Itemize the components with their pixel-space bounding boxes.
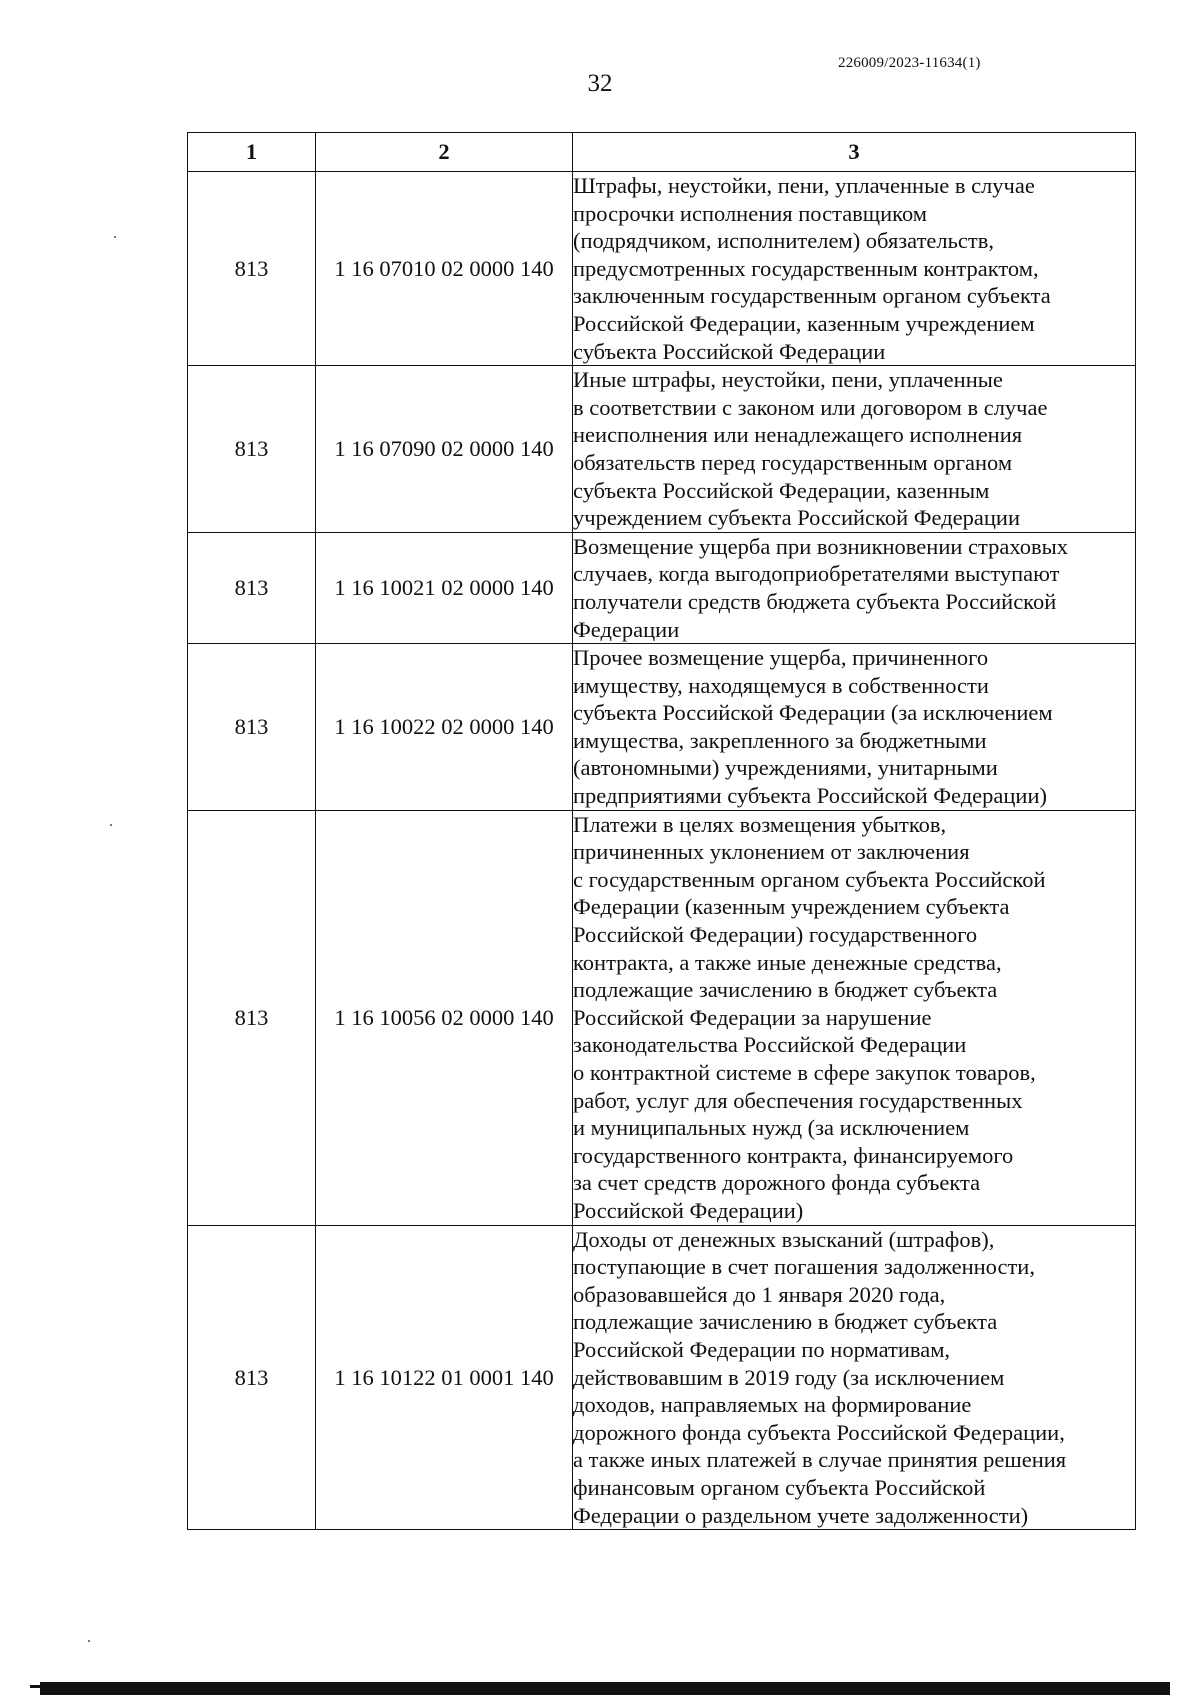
description-line: с государственным органом субъекта Российской (573, 866, 1046, 892)
budget-classification-code-cell: 1 16 10022 02 0000 140 (316, 644, 573, 811)
budget-classification-code-cell: 1 16 07010 02 0000 140 (316, 172, 573, 366)
description-line: просрочки исполнения поставщиком (573, 200, 928, 226)
description-line: законодательства Российской Федерации (573, 1032, 967, 1058)
revenue-description-cell (573, 172, 1136, 366)
column-header-3: 3 (573, 133, 1136, 172)
description-line: а также иных платежей в случае принятия решения (573, 1447, 1067, 1473)
description-line: действовавшим в 2019 году (за исключением (573, 1364, 1005, 1390)
description-line: Российской Федерации) (573, 1197, 804, 1223)
description-line: государственного контракта, финансируемого (573, 1142, 1014, 1168)
table-row (188, 366, 1136, 533)
page-number: 32 (587, 70, 613, 97)
description-line: в соответствии с законом или договором в случае (573, 394, 1048, 420)
scan-speck (88, 1640, 90, 1642)
scan-speck (110, 824, 112, 826)
description-line: поступающие в счет погашения задолженности, (573, 1254, 1035, 1280)
scan-bottom-edge (40, 1682, 1170, 1695)
table-row (188, 644, 1136, 811)
description-line: Федерации (казенным учреждением субъекта (573, 894, 1010, 920)
description-line: Федерации (573, 616, 680, 642)
budget-classification-code-cell: 1 16 10122 01 0001 140 (316, 1225, 573, 1530)
description-line: Штрафы, неустойки, пени, уплаченные в случае (573, 173, 1035, 198)
budget-classification-code-cell: 1 16 10056 02 0000 140 (316, 810, 573, 1225)
description-line: Российской Федерации) государственного (573, 922, 978, 948)
description-line: имущества, закрепленного за бюджетными (573, 727, 987, 753)
table-header (188, 133, 1136, 172)
description-line: неисполнения или ненадлежащего исполнения (573, 422, 1023, 448)
revenue-description-cell (573, 366, 1136, 533)
table-row (188, 1225, 1136, 1530)
description-line: дорожного фонда субъекта Российской Федерации, (573, 1419, 1065, 1445)
budget-classification-code-cell: 1 16 07090 02 0000 140 (316, 366, 573, 533)
description-line: Прочее возмещение ущерба, причиненного (573, 645, 989, 671)
description-line: образовавшейся до 1 января 2020 года, (573, 1281, 946, 1307)
header-row (188, 133, 1136, 172)
scan-speck (114, 236, 116, 238)
description-line: субъекта Российской Федерации (573, 338, 886, 364)
revenue-description-cell (573, 810, 1136, 1225)
budget-classification-code-cell: 1 16 10021 02 0000 140 (316, 532, 573, 643)
description-line: Доходы от денежных взысканий (штрафов), (573, 1226, 995, 1252)
table-row (188, 532, 1136, 643)
description-line: предусмотренных государственным контрактом, (573, 255, 1039, 281)
description-line: Российской Федерации, казенным учреждением (573, 310, 1035, 336)
column-header-2: 2 (316, 133, 573, 172)
admin-code-cell: 813 (188, 172, 316, 366)
description-line: субъекта Российской Федерации (за исключением (573, 700, 1053, 726)
description-line: обязательств перед государственным органом (573, 449, 1013, 475)
description-line: подлежащие зачислению в бюджет субъекта (573, 977, 998, 1003)
document-registration-number: 226009/2023-11634(1) (838, 55, 981, 71)
revenue-description-cell (573, 1225, 1136, 1530)
description-line: (автономными) учреждениями, унитарными (573, 755, 998, 781)
description-line: Российской Федерации за нарушение (573, 1004, 932, 1030)
description-line: учреждением субъекта Российской Федерации (573, 505, 1020, 531)
description-line: Федерации о раздельном учете задолженности) (573, 1502, 1029, 1528)
description-line: Российской Федерации по нормативам, (573, 1336, 951, 1362)
revenue-description-cell (573, 532, 1136, 643)
budget-codes-table (187, 132, 1136, 1530)
description-line: случаев, когда выгодоприобретателями выступают (573, 561, 1060, 587)
description-line: причиненных уклонением от заключения (573, 839, 970, 865)
description-line: имуществу, находящемуся в собственности (573, 672, 989, 698)
column-header-1: 1 (188, 133, 316, 172)
admin-code-cell: 813 (188, 366, 316, 533)
description-line: контракта, а также иные денежные средства, (573, 949, 1002, 975)
admin-code-cell: 813 (188, 532, 316, 643)
description-line: Возмещение ущерба при возникновении страховых (573, 533, 1068, 559)
description-line: Платежи в целях возмещения убытков, (573, 811, 947, 837)
description-line: финансовым органом субъекта Российской (573, 1474, 986, 1500)
description-line: Иные штрафы, неустойки, пени, уплаченные (573, 367, 1003, 393)
description-line: заключенным государственным органом субъекта (573, 283, 1051, 309)
description-line: работ, услуг для обеспечения государственных (573, 1087, 1023, 1113)
admin-code-cell: 813 (188, 1225, 316, 1530)
table-body (188, 172, 1136, 1530)
table-row (188, 810, 1136, 1225)
description-line: и муниципальных нужд (за исключением (573, 1115, 970, 1141)
description-line: получатели средств бюджета субъекта Российской (573, 588, 1057, 614)
description-line: предприятиями субъекта Российской Федерации) (573, 783, 1048, 809)
description-line: (подрядчиком, исполнителем) обязательств, (573, 228, 994, 254)
table-row (188, 172, 1136, 366)
revenue-description-cell (573, 644, 1136, 811)
description-line: субъекта Российской Федерации, казенным (573, 477, 990, 503)
admin-code-cell: 813 (188, 644, 316, 811)
admin-code-cell: 813 (188, 810, 316, 1225)
description-line: доходов, направляемых на формирование (573, 1392, 972, 1418)
description-line: за счет средств дорожного фонда субъекта (573, 1170, 981, 1196)
description-line: о контрактной системе в сфере закупок товаров, (573, 1060, 1036, 1085)
description-line: подлежащие зачислению в бюджет субъекта (573, 1309, 998, 1335)
